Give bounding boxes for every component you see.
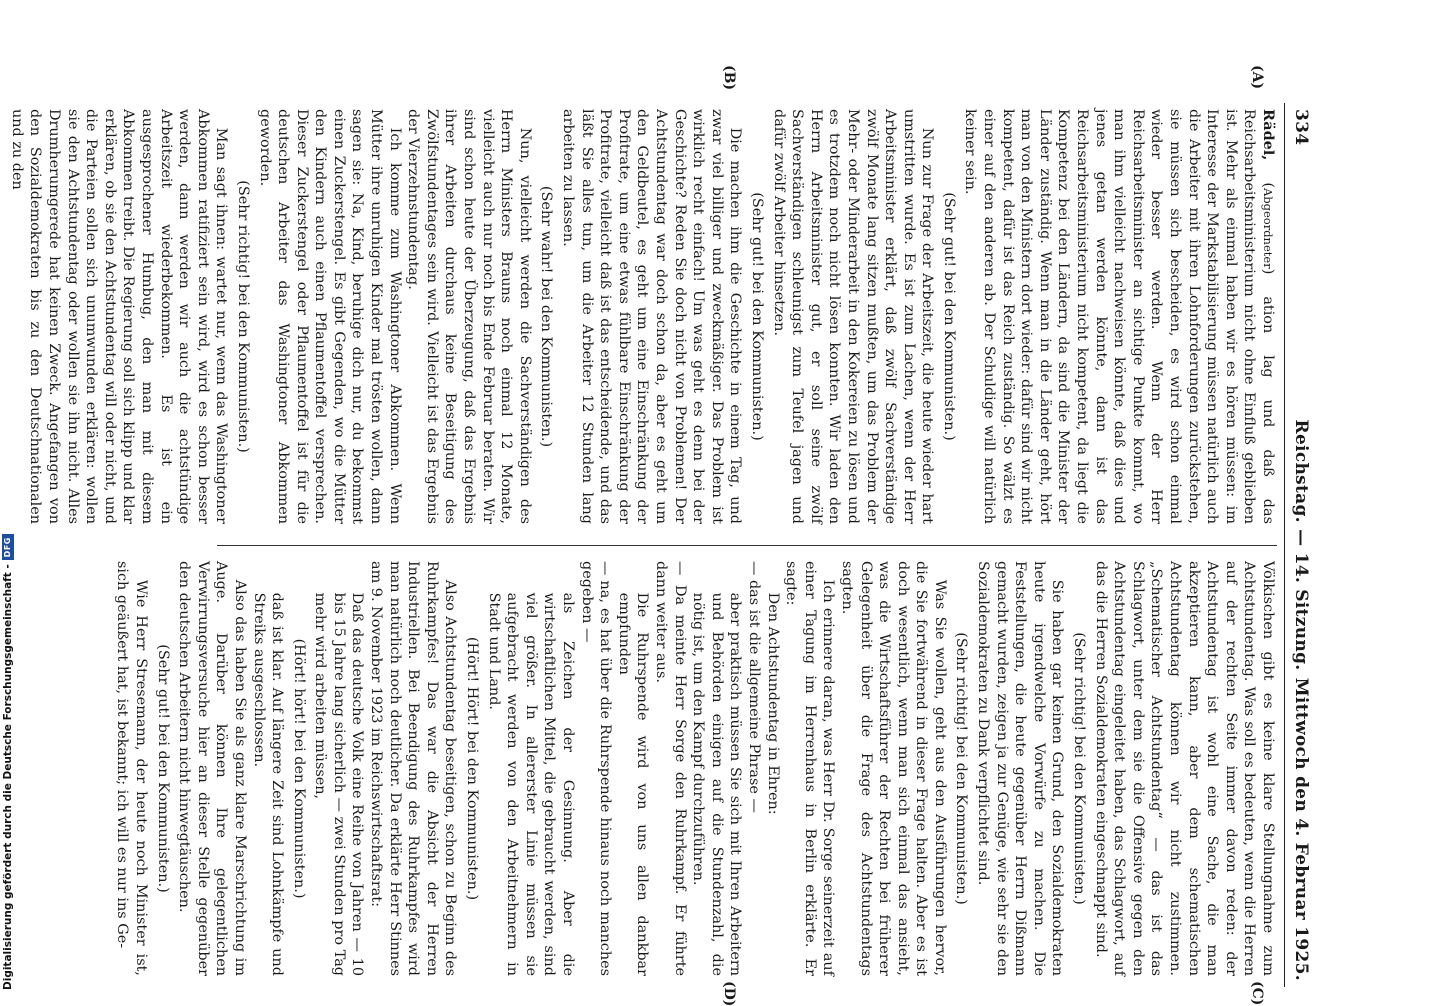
right-aside: — na, es hat über die Ruhrspende hinaus noch manches gegeben — xyxy=(578,561,614,976)
margin-letter-d: (D) xyxy=(721,981,737,1006)
right-paragraph-3: Was Sie wollen, geht aus den Ausführungen hervor, die Sie fortwährend in dieser Frage halten. Aber es ist doch wesentlich, wenn man sich einmal das ansieht, was die Wirtschaftsführer der Rechten bei früherer Gelegenheit über die Frage des Achtstundentags sagten. xyxy=(838,561,948,976)
right-paragraph-5: — Da meinte Herr Sorge den Ruhrkampf. Er führte dann weiter aus. xyxy=(653,561,688,976)
quotation: aber praktisch müssen Sie sich mit Ihren Arbeitern und Behörden einigen auf die Stundenzahl, die nötig ist, um den Kampf durchzuführen. xyxy=(690,592,744,976)
page-header xyxy=(1285,105,1311,985)
left-paragraph-5: Ich komme zum Washingtoner Abkommen. Wenn Mütter ihre unruhigen Kinder mal trösten wollen, dann sagen sie: Na, Kind, beruhige dich nur, du bekommst einen Zuckerstengel. Es gibt Gegenden, wo die Mütter den Kindern auch einen Pflaumentoffel versprechen. Dieser Zuckerstengel oder Pflaumentoffel ist für die deutschen Arbeiter das Washingtoner Abkommen geworden. xyxy=(256,109,403,524)
interjection: (Hört! Hört! bei den Kommunisten.) xyxy=(464,636,481,901)
quotation: Die Ruhrspende wird von uns allen dankbar empfunden xyxy=(615,592,651,976)
interjection: (Sehr richtig! bei den Kommunisten.) xyxy=(234,180,251,453)
header-rule xyxy=(1284,103,1285,987)
digitization-note-text: Digitalisierung gefördert durch die Deutsche Forschungsgemeinschaft - xyxy=(2,564,14,990)
left-paragraph-6: Man sagt ihnen: wartet nur, wenn das Washingtoner Abkommen ratifiziert sein wird, wird es schon besser werden, dann werden wir auch die achtstündige Arbeitszeit wiederbekommen. Es ist ein ausgesprochener Humbug, den man mit diesem Abkommen treibt. Die Regierung soll sich klipp und klar erklären, ob sie den Achtstundentag will oder nicht, und die Parteien sollen sich unumwunden erklären: wollen sie den Achtstundentag oder wollen sie ihn nicht. Alles Drumherumgerede hat keinen Zweck. Angefangen von den Sozialdemokraten bis zu den Deutschnationalen und zu den xyxy=(8,109,230,524)
left-paragraph-2: Nun zur Frage der Arbeitszeit, die heute wieder hart umstritten wurde. Es ist zum Lachen, wenn der Herr Arbeitsminister erklärt, daß zwölf Sachverständige zwölf Monate lang sitzen mußten, um das Problem der Mehr- oder Minderarbeit in den Kokereien zu lösen und es trotzdem noch nicht lösen konnten. Wir laden den Herrn Arbeitsminister gut, er soll seine zwölf Sachverständigen schleunigst zum Teufel jagen und dafür zwölf Arbeiter hinsetzen. xyxy=(770,109,936,524)
left-column xyxy=(8,109,1277,524)
right-paragraph-2: Sie haben gar keinen Grund, den Sozialdemokraten heute irgendwelche Vorwürfe zu machen. Die Feststellungen, die heute gegenüber Herrn Dißmann gemacht wurden, zeigen ja zur Genüge, wie sehr sie den Sozialdemokraten zu Dank verpflichtet sind. xyxy=(975,561,1066,976)
right-paragraph-7: Also Achtstundentag beseitigen, schon zu Beginn des Ruhrkampfes! Das war die Absicht der Herren Industriellen. Bei Beendigung des Ruhrkampfes wird man natürlich noch deutlicher. Da erklärte Herr Stinnes am 9. November 1923 im Reichswirtschaftsrat: xyxy=(368,561,459,976)
right-paragraph-1: Völkischen gibt es keine klare Stellungnahme zum Achtstundentag. Was soll es bedeuten, wenn die Herren auf der rechten Seite immer davon reden: der Achtstundentag ist wohl eine Sache, die man akzeptieren kann, aber dem schematischen Achtstundentag können wir nicht zustimmen. „Schematischer Achtstundentag“ — das ist das Schlagwort, unter dem sie die Offensive gegen den Achtstundentag eingeleitet haben, das Schlagwort, auf das die Herren Sozialdemokraten eingeschnappt sind. xyxy=(1092,561,1276,976)
running-head: Reichstag. — 14. Sitzung. xyxy=(1291,419,1311,671)
interjection: (Sehr wahr! bei den Kommunisten.) xyxy=(538,185,555,448)
right-aside: — das ist die allgemeine Phrase — xyxy=(745,561,762,813)
left-paragraph-1: Rädel, (Abgeordneter) ation lag und daß das Reichsarbeitsministerium nicht ohne Einfluß geblieben ist. Mehr als einmal haben wir es hören müssen: im Interesse der Markstabilisierung müssen natürlich auch die Arbeiter mit ihren Lohnforderungen zurückstehen, sie müssen sich bescheiden, es wird schon einmal wieder besser werden. Wenn der Herr Reichsarbeitsminister an sichtige Punkte kommt, wo man ihm vielleicht nachweisen könnte, daß dies und jenes getan werden könnte, dann ist das Reichsarbeitsministerium nicht kompetent, da liegt die Kompetenz bei den Ländern, da sind die Minister der Länder zuständig. Wenn man in die Länder geht, hört man von den Ministern dort wieder: dafür sind wir nicht kompetent, dafür ist das Reich zuständig. So wälzt es einer auf den anderen ab. Der Schuldige will natürlich keiner sein. xyxy=(962,109,1277,524)
quotation: Daß das deutsche Volk eine Reihe von Jahren — 10 bis 15 Jahre lang sicherlich — zwei Stunden pro Tag mehr wird arbeiten müssen, xyxy=(312,592,366,976)
margin-letter-b: (B) xyxy=(721,65,737,91)
quotation: Den Achtstundentag in Ehren: xyxy=(764,592,781,815)
interjection: (Sehr richtig! bei den Kommunisten.) xyxy=(953,632,970,905)
dfg-logo-icon: DFG xyxy=(2,534,14,560)
interjection: (Sehr gut! bei den Kommunisten.) xyxy=(748,192,765,441)
column-divider xyxy=(217,545,1277,546)
interjection: (Sehr gut! bei den Kommunisten.) xyxy=(940,192,957,441)
left-paragraph-3: Die machen ihm die Geschichte in einem Tag, und zwar viel billiger und zweckmäßiger. Das Problem ist wirklich recht einfach! Um was geht es denn bei der Geschichte? Reden Sie doch nicht von Problemen! Der Achtstundentag war doch schon da, aber es geht um den Geldbeutel, es geht um eine Einschränkung der Profitrate, um eine etwas fühlbare Einschränkung der Profitrate, vielleicht daß ist das entscheidende, und das läßt Sie alles tun, um die Arbeiter 12 Stunden lang arbeiten zu lassen. xyxy=(560,109,744,524)
digitization-note xyxy=(1,0,15,990)
margin-letter-c: (C) xyxy=(1249,981,1265,1006)
date-line: Mittwoch den 4. Februar 1925. xyxy=(1291,677,1311,981)
interjection: (Sehr richtig! bei den Kommunisten.) xyxy=(1071,632,1088,905)
right-paragraph-8: Also das haben Sie als ganz klare Marschrichtung im Auge. Darüber können Ihre gelegentlichen Verwirrungsversuche hier an dieser Stelle gegenüber den deutschen Arbeitern nicht hinwegtäuschen. xyxy=(176,561,248,976)
speaker-note: Abgeordneter xyxy=(1261,187,1275,269)
left-paragraph-1-text: ation lag und daß das Reichsarbeitsministerium nicht ohne Einfluß geblieben ist. Mehr als einmal haben wir es hören müssen: im Interesse der Markstabilisierung müssen natürlich auch die Arbeiter mit ihren Lohnforderungen zurückstehen, sie müssen sich bescheiden, es wird schon einmal wieder besser werden. Wenn der Herr Reichsarbeitsminister an sichtige Punkte kommt, wo man ihm vielleicht nachweisen könnte, daß dies und jenes getan werden könnte, dann ist das Reichsarbeitsministerium nicht kompetent, da liegt die Kompetenz bei den Ländern, da sind die Minister der Länder zuständig. Wenn man in die Länder geht, hört man von den Ministern dort wieder: dafür sind wir nicht kompetent, dafür ist das Reich zuständig. So wälzt es einer auf den anderen ab. Der Schuldige will natürlich keiner sein. xyxy=(962,109,1276,524)
speaker-name: Rädel, xyxy=(1260,109,1277,161)
interjection: (Sehr gut! bei den Kommunisten.) xyxy=(154,644,171,893)
margin-letter-a: (A) xyxy=(1249,65,1265,90)
right-column xyxy=(114,561,1277,976)
right-paragraph-9: Wie Herr Stresemann, der heute noch Minister ist, sich geäußert hat, ist bekannt; ich will es nur ins Ge- xyxy=(114,561,149,976)
right-paragraph-4: Ich erinnere daran, was Herr Dr. Sorge seinerzeit auf einer Tagung im Herrenhaus in Berlin erklärte. Er sagte: xyxy=(783,561,837,976)
page-number: 334 xyxy=(1291,109,1311,146)
quotation: daß ist klar. Auf längere Zeit sind Lohnkämpfe und Streiks ausgeschlossen. xyxy=(250,592,286,976)
quotation: als Zeichen der Gesinnung. Aber die wirtschaftlichen Mittel, die gebraucht werden, sind viel größer. In allererster Linie müssen sie aufgebracht werden von den Arbeitnehmern in Stadt und Land. xyxy=(485,592,577,976)
left-paragraph-4: Nun, vielleicht werden die Sachverständigen des Herrn Ministers Brauns noch einmal 12 Monate, vielleicht auch nur noch bis Ende Februar beraten. Wir sind schon heute der Überzeugung, daß das Ergebnis ihrer Arbeiten durchaus keine Beseitigung des Zwölfstundentages sein wird. Vielleicht ist das Ergebnis der Vierzehnstundentag. xyxy=(405,109,533,524)
interjection: (Hört! hört! bei den Kommunisten.) xyxy=(290,638,307,899)
